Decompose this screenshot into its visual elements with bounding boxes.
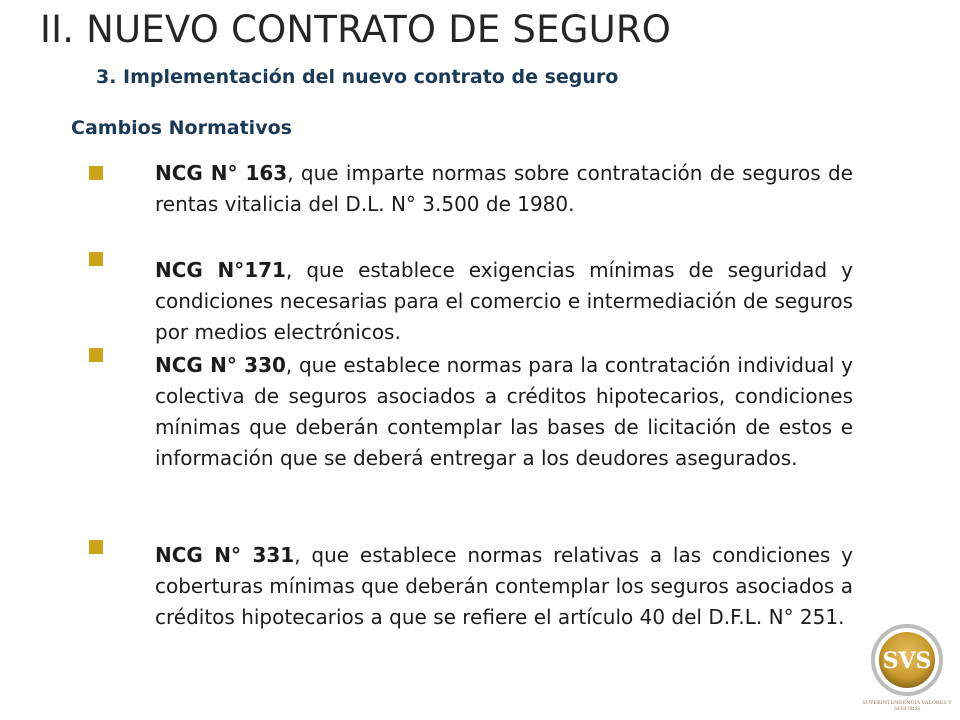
- section-heading: Cambios Normativos: [71, 117, 292, 139]
- list-item-ncg-330: [155, 350, 853, 474]
- slide-subtitle: 3. Implementación del nuevo contrato de seguro: [96, 66, 619, 88]
- item-text: , que imparte normas sobre contratación de seguros de rentas vitalicia del D.L. N° 3.500 de 1980.: [155, 161, 853, 216]
- item-code: NCG N° 163: [155, 161, 288, 185]
- svs-logo-icon: [870, 622, 944, 710]
- list-item-ncg-331: [155, 540, 853, 633]
- bullet-square-icon: [89, 348, 103, 362]
- bullet-square-icon: [89, 166, 103, 180]
- list-item-ncg-171: [155, 255, 853, 348]
- bullet-square-icon: [89, 252, 103, 266]
- item-code: NCG N°171: [155, 258, 286, 282]
- item-text: , que establece normas para la contratación individual y colectiva de seguros asociados a créditos hipotecarios, condiciones mínimas que deberán contemplar las bases de licitación de estos e información que se deberá entregar a los deudores asegurados.: [155, 353, 853, 470]
- bullet-square-icon: [89, 540, 103, 554]
- item-code: NCG N° 331: [155, 543, 295, 567]
- item-text: , que establece exigencias mínimas de seguridad y condiciones necesarias para el comercio e intermediación de seguros por medios electrónicos.: [155, 258, 853, 344]
- item-text: , que establece normas relativas a las condiciones y coberturas mínimas que deberán contemplar los seguros asociados a créditos hipotecarios a que se refiere el artículo 40 del D.F.L. N° 251.: [155, 543, 854, 629]
- logo-text: SVS: [882, 648, 932, 674]
- list-item-ncg-163: [155, 158, 853, 220]
- item-code: NCG N° 330: [155, 353, 286, 377]
- logo-caption: SUPERINTENDENCIA VALORES Y SEGUROS: [862, 700, 952, 712]
- slide-title: II. NUEVO CONTRATO DE SEGURO: [40, 8, 672, 51]
